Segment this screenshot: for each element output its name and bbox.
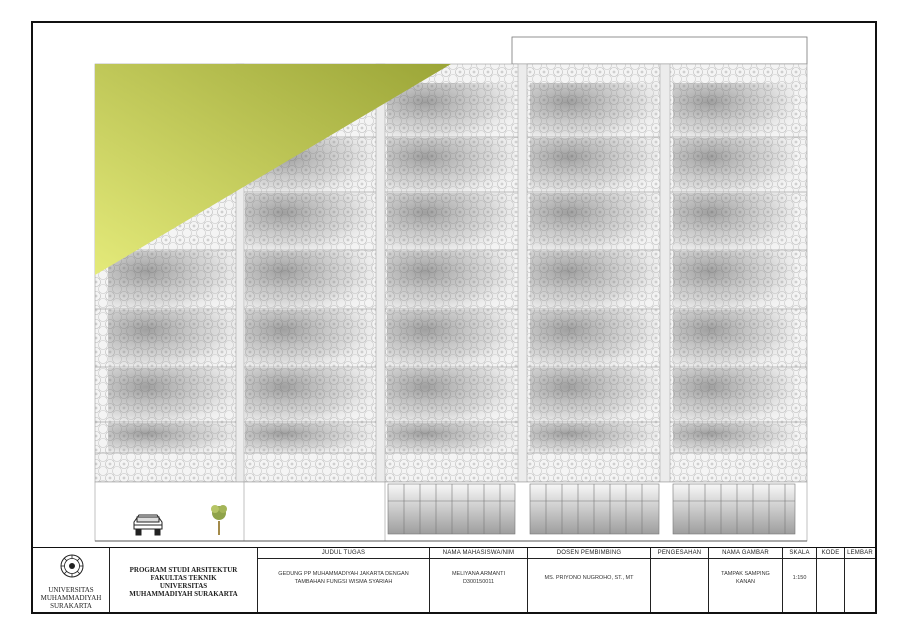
- student-name: MELIYANA ARMANTI: [451, 571, 506, 577]
- mahasiswa-value: [432, 570, 525, 586]
- university-cell: [33, 548, 110, 612]
- dosen-cell: [528, 548, 651, 612]
- lembar-label: LEMBAR: [845, 548, 875, 559]
- program-cell: [110, 548, 258, 612]
- university-line-1: UNIVERSITAS: [48, 586, 94, 594]
- judul-tugas-cell: [258, 548, 430, 612]
- university-line-3: SURAKARTA: [50, 602, 92, 610]
- elevation-drawing: [33, 23, 875, 547]
- program-line-4: MUHAMMADIYAH SURAKARTA: [129, 590, 238, 598]
- mahasiswa-label: NAMA MAHASISWA/NIM: [430, 548, 527, 559]
- nama-gambar-line-1: TAMPAK SAMPING: [721, 571, 770, 577]
- title-block: [33, 547, 875, 612]
- judul-tugas-line-1: GEDUNG PP MUHAMMADIYAH JAKARTA DENGAN: [278, 571, 409, 577]
- program-name: [110, 566, 257, 598]
- nama-gambar-label: NAMA GAMBAR: [709, 548, 782, 559]
- program-line-1: PROGRAM STUDI ARSITEKTUR: [129, 566, 238, 574]
- mahasiswa-cell: [430, 548, 528, 612]
- roof-parapet: [512, 37, 807, 64]
- scale-text: 1:150: [792, 575, 807, 581]
- nama-gambar-value: [711, 570, 780, 586]
- program-line-3: UNIVERSITAS: [159, 582, 208, 590]
- skala-value: [785, 574, 814, 582]
- pengesahan-label: PENGESAHAN: [651, 548, 708, 559]
- kode-cell: [817, 548, 845, 612]
- judul-tugas-label: JUDUL TUGAS: [258, 548, 429, 559]
- judul-tugas-value: [260, 570, 427, 586]
- storefront-glazing: [388, 484, 795, 534]
- skala-cell: [783, 548, 817, 612]
- university-logo-icon: [60, 554, 84, 578]
- kode-label: KODE: [817, 548, 844, 559]
- lembar-cell: [845, 548, 875, 612]
- pengesahan-cell: [651, 548, 709, 612]
- university-name: [33, 586, 109, 610]
- dosen-name: MS. PRIYONO NUGROHO, ST., MT: [544, 575, 634, 581]
- nama-gambar-cell: [709, 548, 783, 612]
- judul-tugas-line-2: TAMBAHAN FUNGSI WISMA SYARIAH: [294, 579, 393, 585]
- dosen-value: [530, 574, 648, 582]
- program-line-2: FAKULTAS TEKNIK: [150, 574, 217, 582]
- nama-gambar-line-2: KANAN: [736, 579, 755, 585]
- dosen-label: DOSEN PEMBIMBING: [528, 548, 650, 559]
- university-line-2: MUHAMMADIYAH: [40, 594, 102, 602]
- skala-label: SKALA: [783, 548, 816, 559]
- student-nim: D300150011: [462, 579, 495, 585]
